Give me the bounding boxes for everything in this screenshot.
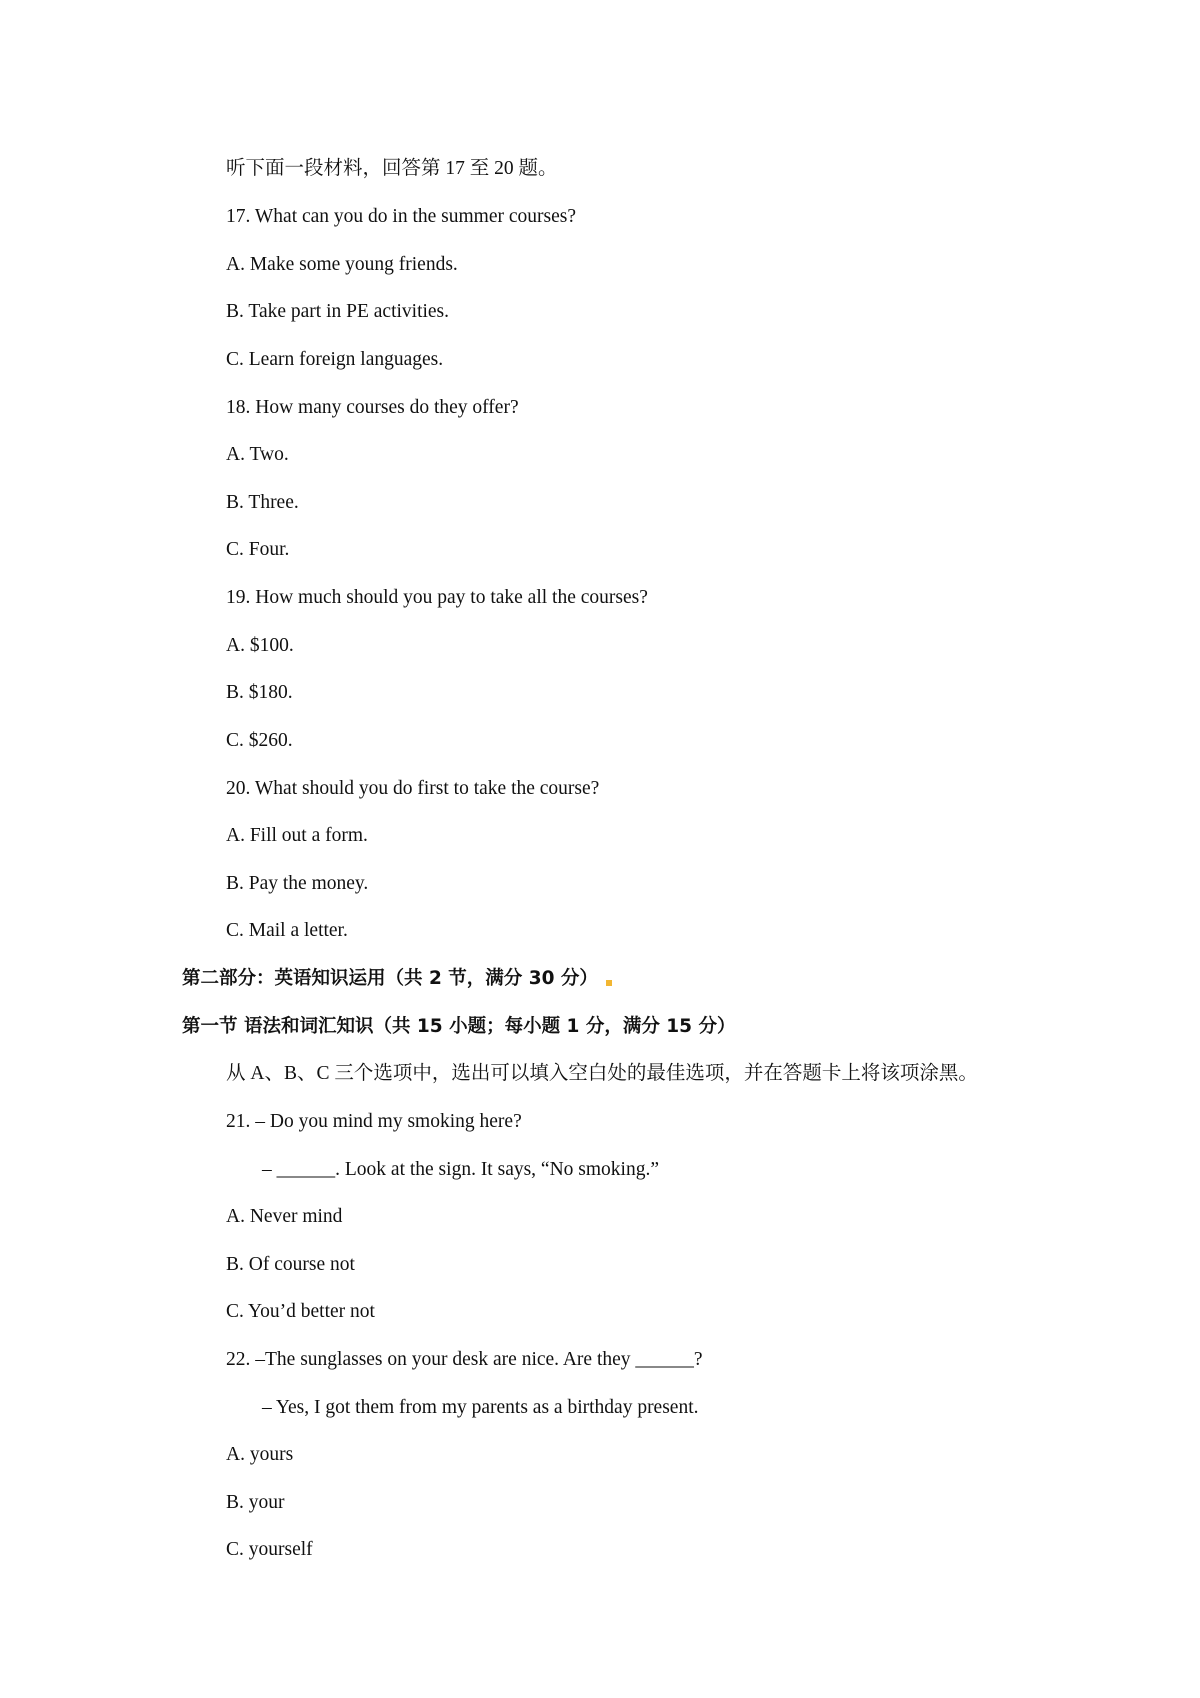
- question-22-option-c: C. yourself: [226, 1539, 313, 1560]
- question-20-stem: 20. What should you do first to take the course?: [226, 778, 600, 799]
- question-18-stem: 18. How many courses do they offer?: [226, 397, 519, 418]
- section-1-heading: 第一节 语法和词汇知识（共 15 小题；每小题 1 分，满分 15 分）: [182, 1016, 736, 1037]
- highlight-marker: [606, 980, 612, 986]
- question-18-option-a: A. Two.: [226, 444, 289, 465]
- part-2-heading-row: [182, 967, 612, 991]
- question-21-option-a: A. Never mind: [226, 1206, 343, 1227]
- question-22-option-a: A. yours: [226, 1444, 294, 1465]
- question-21-option-b: B. Of course not: [226, 1254, 355, 1275]
- question-19-option-a: A. $100.: [226, 635, 294, 656]
- question-21-stem: 21. – Do you mind my smoking here?: [226, 1111, 522, 1132]
- question-20-option-a: A. Fill out a form.: [226, 825, 368, 846]
- question-20-option-b: B. Pay the money.: [226, 873, 369, 894]
- question-18-option-c: C. Four.: [226, 539, 290, 560]
- question-22-option-b: B. your: [226, 1492, 285, 1513]
- part-2-heading: 第二部分：英语知识运用（共 2 节，满分 30 分）: [182, 968, 598, 989]
- question-19-option-c: C. $260.: [226, 730, 293, 751]
- listening-instruction: 听下面一段材料，回答第 17 至 20 题。: [226, 158, 558, 179]
- question-17-option-a: A. Make some young friends.: [226, 254, 458, 275]
- question-22-stem: 22. –The sunglasses on your desk are nice. Are they ______?: [226, 1349, 703, 1370]
- question-22-reply: – Yes, I got them from my parents as a birthday present.: [262, 1397, 699, 1418]
- question-19-option-b: B. $180.: [226, 682, 293, 703]
- question-21-reply: – ______. Look at the sign. It says, “No smoking.”: [262, 1159, 659, 1180]
- question-19-stem: 19. How much should you pay to take all the courses?: [226, 587, 648, 608]
- question-17-stem: 17. What can you do in the summer courses?: [226, 206, 577, 227]
- section-1-instruction: 从 A、B、C 三个选项中，选出可以填入空白处的最佳选项，并在答题卡上将该项涂黑。: [226, 1063, 978, 1084]
- question-18-option-b: B. Three.: [226, 492, 299, 513]
- question-21-option-c: C. You’d better not: [226, 1301, 375, 1322]
- question-17-option-c: C. Learn foreign languages.: [226, 349, 444, 370]
- question-20-option-c: C. Mail a letter.: [226, 920, 348, 941]
- question-17-option-b: B. Take part in PE activities.: [226, 301, 450, 322]
